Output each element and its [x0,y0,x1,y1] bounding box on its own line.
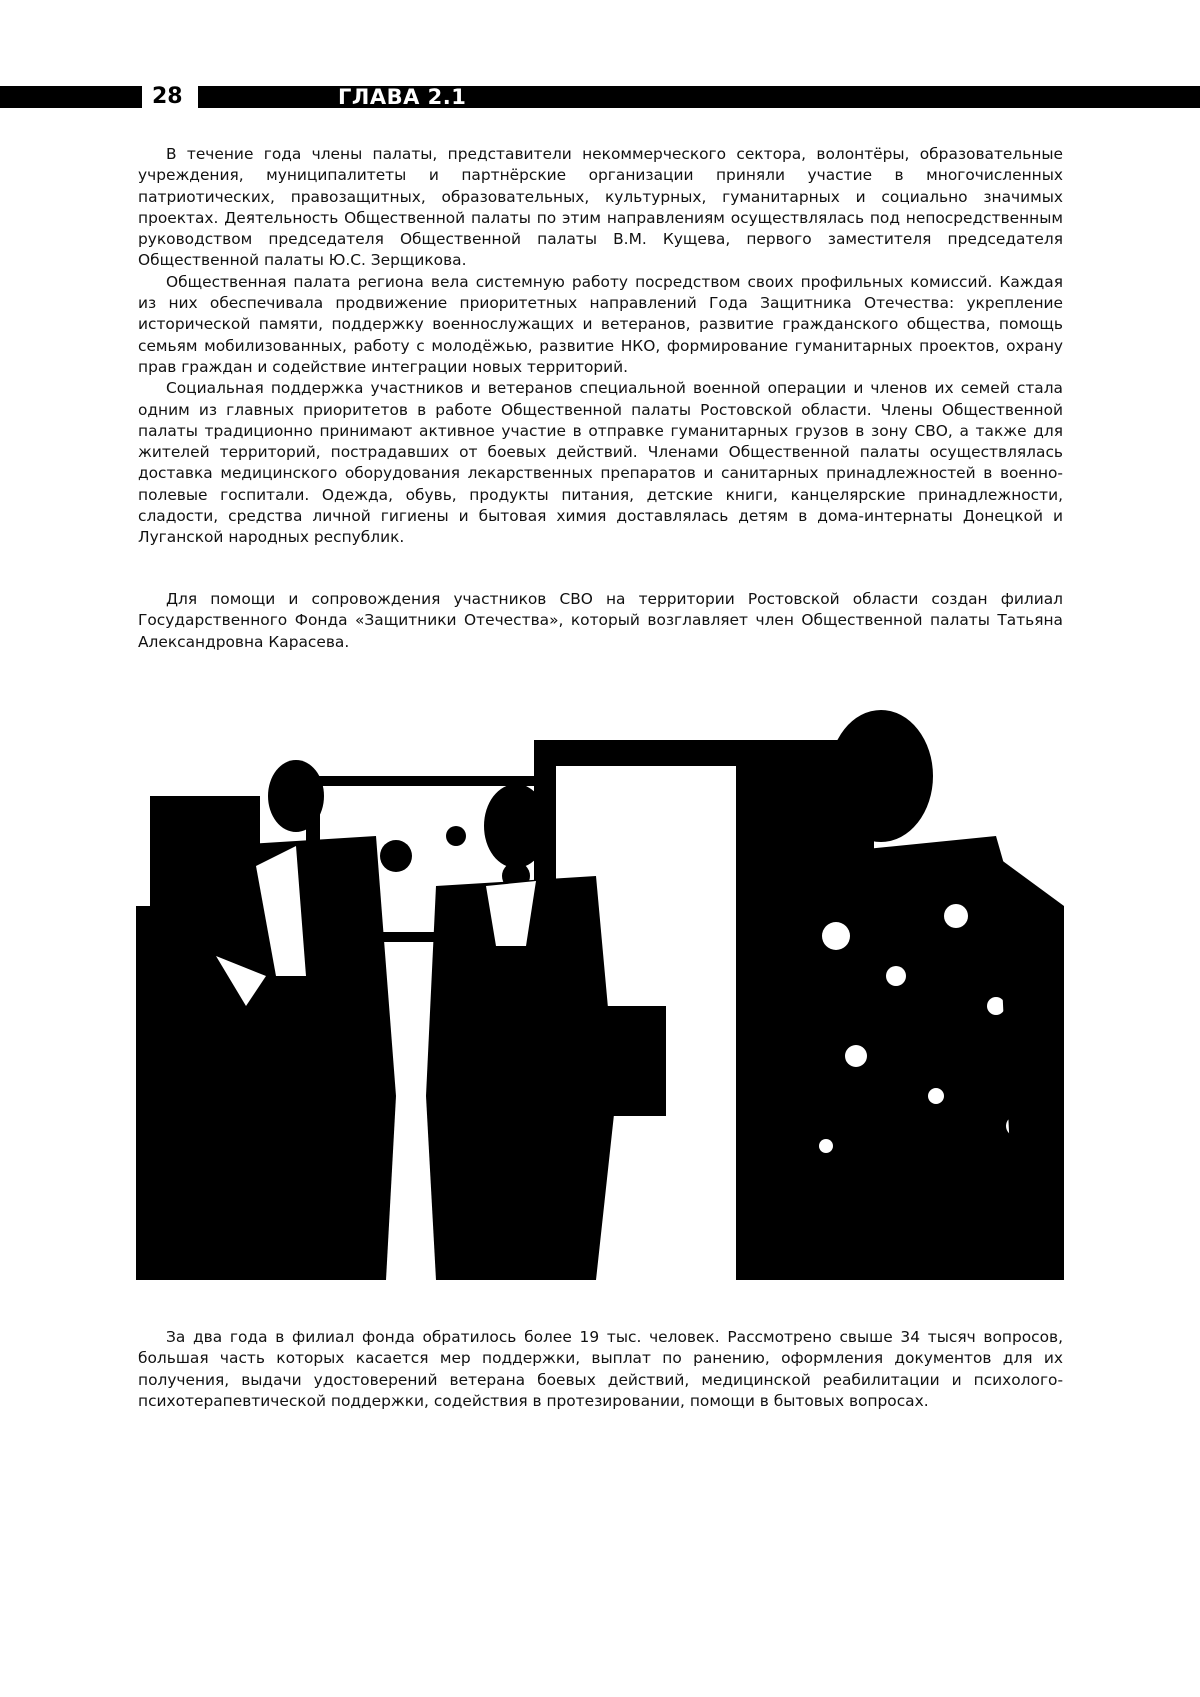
paragraph-2: Общественная палата региона вела системную работу посредством своих профильных комиссий. Каждая из них обеспечивала продвижение приоритетных направлений Года Защитника Отечества: укрепление исторической памяти, поддержку военнослужащих и ветеранов, развитие гражданского общества, помощь семьям мобилизованных, работу с молодёжью, развитие НКО, формирование гуманитарных проектов, охрану прав граждан и содействие интеграции новых территорий. [138,272,1063,376]
paragraph-3: Социальная поддержка участников и ветеранов специальной военной операции и членов их семей стала одним из главных приоритетов в работе Общественной палаты Ростовской области. Члены Общественной палаты традиционно принимают активное участие в отправке гуманитарных грузов в зону СВО, а также для жителей территорий, пострадавших от боевых действий. Членами Общественной палаты осуществлялась доставка медицинского оборудования лекарственных препаратов и санитарных принадлежностей в военно-полевые госпитали. Одежда, обувь, продукты питания, детские книги, канцелярские принадлежности, сладости, средства личной гигиены и бытовая химия доставлялась детям в дома-интернаты Донецкой и Луганской народных республик. [138,379,1063,547]
page-number: 28 [152,84,183,109]
photo [136,676,1064,1280]
person-left-head [268,760,324,832]
paragraph-4: Для помощи и сопровождения участников СВО на территории Ростовской области создан филиал Государственного Фонда «Защитники Отечества», который возглавляет член Общественной палаты Татьяна Александровна Карасева. [138,590,1063,651]
text-block-2 [138,589,1063,653]
chapter-title: ГЛАВА 2.1 [338,85,467,109]
person-center-head [484,784,548,868]
text-block-1 [138,144,1063,549]
person-right-head [829,710,933,842]
header-bar-left [0,86,142,108]
text-block-3 [138,1327,1063,1412]
paragraph-1: В течение года члены палаты, представители некоммерческого сектора, волонтёры, образовательные учреждения, муниципалитеты и партнёрские организации приняли участие в многочисленных патриотических, правозащитных, образовательных, культурных, гуманитарных и социально значимых проектах. Деятельность Общественной палаты по этим направлениям осуществлялась под непосредственным руководством председателя Общественной палаты В.М. Кущева, первого заместителя председателя Общественной палаты Ю.С. Зерщикова. [138,145,1063,270]
paragraph-5: За два года в филиал фонда обратилось более 19 тыс. человек. Рассмотрено свыше 34 тысяч вопросов, большая часть которых касается мер поддержки, выплат по ранению, оформления документов для их получения, выдачи удостоверений ветерана боевых действий, медицинской реабилитации и психолого-психотерапевтической поддержки, содействия в протезировании, помощи в бытовых вопросах. [138,1328,1063,1410]
